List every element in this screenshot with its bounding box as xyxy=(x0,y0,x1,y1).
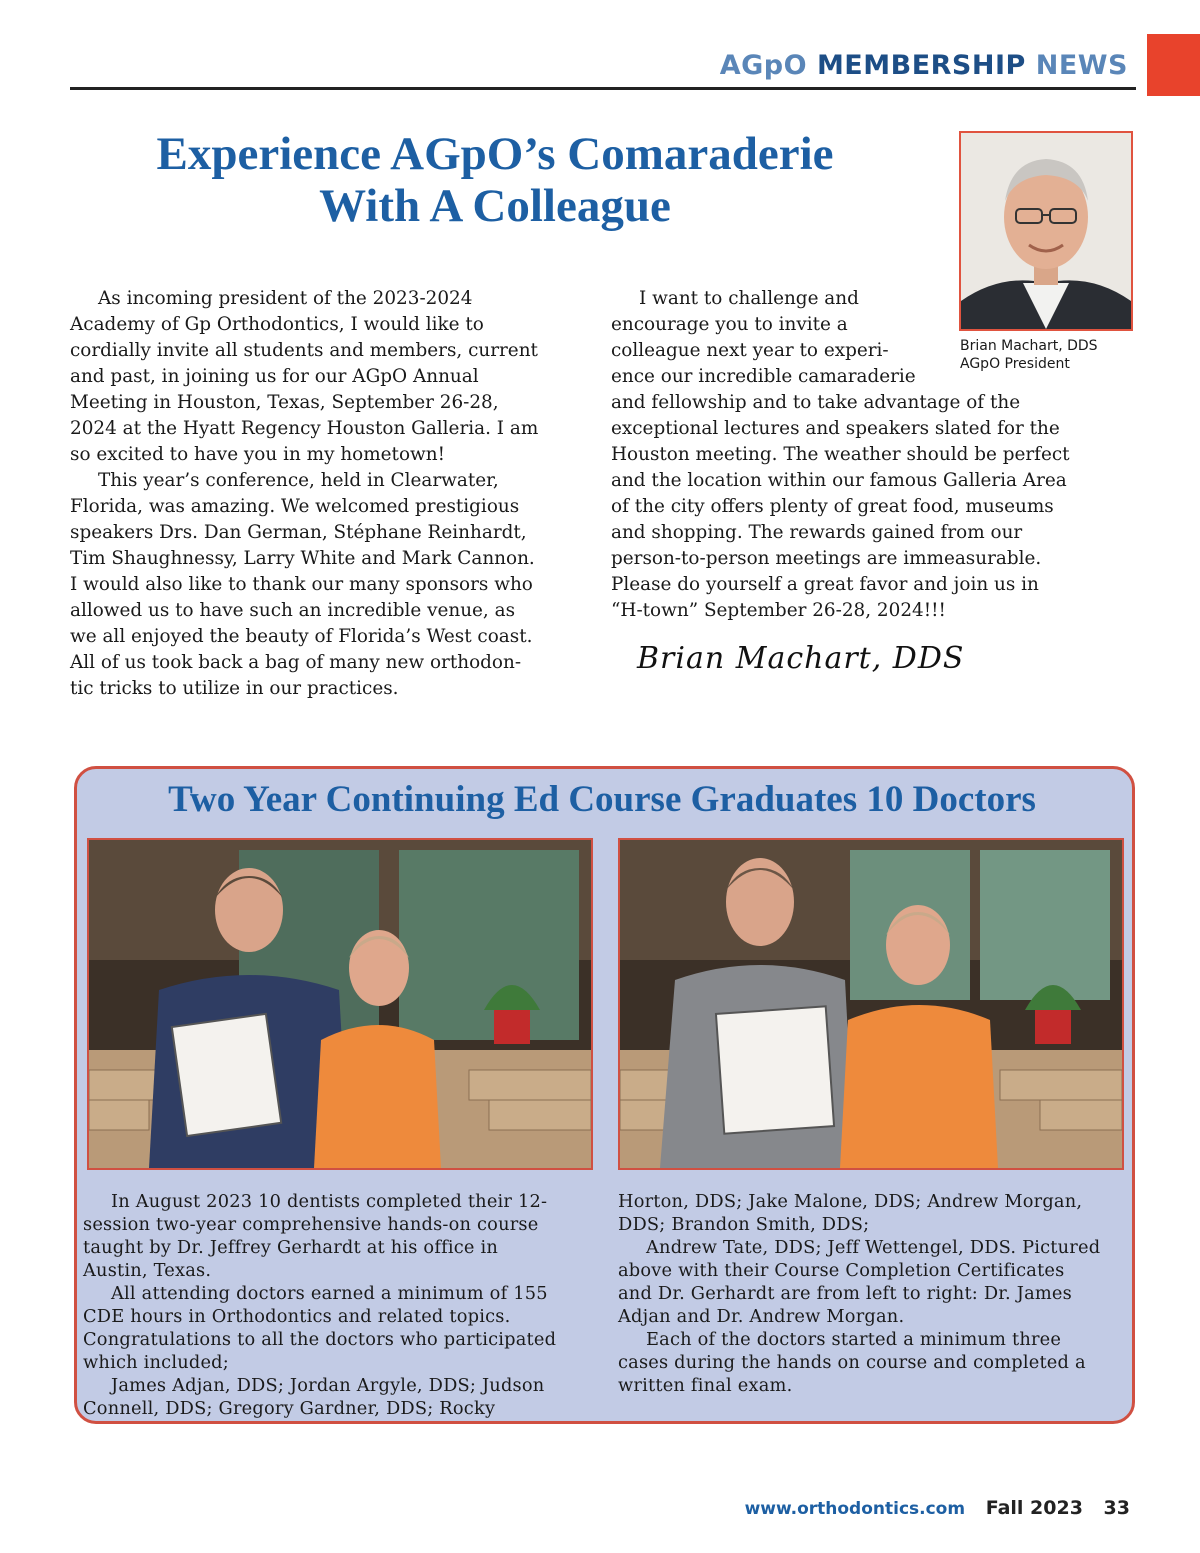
header-rule xyxy=(70,87,1136,90)
article-title-line-1: Experience AGpO’s Comaraderie xyxy=(156,128,834,180)
course-text-line: Andrew Tate, DDS; Jeff Wettengel, DDS. Pictured xyxy=(646,1237,1101,1258)
page-edge-tab xyxy=(1147,34,1200,96)
article-text-line: speakers Drs. Dan German, Stéphane Reinhardt, xyxy=(70,522,527,543)
course-text-line: In August 2023 10 dentists completed their 12- xyxy=(111,1191,548,1212)
section-label-membership: MEMBERSHIP xyxy=(816,50,1026,81)
graduates-photo-right xyxy=(618,838,1124,1170)
course-text-line: above with their Course Completion Certificates xyxy=(618,1260,1065,1281)
course-text-line: session two-year comprehensive hands-on course xyxy=(83,1214,539,1235)
article-text-line: I want to challenge and xyxy=(639,288,859,309)
article-text-line: and fellowship and to take advantage of the xyxy=(611,392,1021,413)
course-text-line: James Adjan, DDS; Jordan Argyle, DDS; Judson xyxy=(111,1375,545,1396)
article-text-line: tic tricks to utilize in our practices. xyxy=(70,678,399,699)
course-text-line: Each of the doctors started a minimum three xyxy=(646,1329,1062,1350)
course-title: Two Year Continuing Ed Course Graduates 10 Doctors xyxy=(168,779,1036,820)
page-footer xyxy=(745,1497,1130,1519)
article-text-line: and the location within our famous Galleria Area xyxy=(611,470,1067,491)
article-text-line: Tim Shaughnessy, Larry White and Mark Cannon. xyxy=(70,548,535,569)
article-title-line-2: With A Colleague xyxy=(319,180,671,232)
article-text-line: As incoming president of the 2023-2024 xyxy=(98,288,473,309)
course-text-line: All attending doctors earned a minimum of 155 xyxy=(111,1283,548,1304)
article-text-line: This year’s conference, held in Clearwater, xyxy=(98,470,499,491)
article-text-line: ence our incredible camaraderie xyxy=(611,366,916,387)
course-text-line: taught by Dr. Jeffrey Gerhardt at his office in xyxy=(83,1237,499,1258)
article-text-line: Academy of Gp Orthodontics, I would like to xyxy=(70,314,484,335)
article-text-line: person-to-person meetings are immeasurable. xyxy=(611,548,1042,569)
article-text-line: Houston meeting. The weather should be perfect xyxy=(611,444,1070,465)
course-text-line: CDE hours in Orthodontics and related topics. xyxy=(83,1306,511,1327)
article-text-line: Florida, was amazing. We welcomed prestigious xyxy=(70,496,520,517)
course-text-line: Horton, DDS; Jake Malone, DDS; Andrew Morgan, xyxy=(618,1191,1083,1212)
article-text-line: so excited to have you in my hometown! xyxy=(70,444,445,465)
article-right-column xyxy=(611,286,1070,624)
article-left-column xyxy=(70,286,538,702)
article-text-line: allowed us to have such an incredible venue, as xyxy=(70,600,516,621)
page-number: 33 xyxy=(1103,1497,1130,1519)
footer-issue: Fall 2023 xyxy=(985,1497,1083,1519)
article-text-line: of the city offers plenty of great food, museums xyxy=(611,496,1054,517)
portrait-caption-role: AGpO President xyxy=(960,356,1070,372)
portrait-caption-name: Brian Machart, DDS xyxy=(960,338,1098,354)
article-text-line: Please do yourself a great favor and join us in xyxy=(611,574,1039,595)
course-left-column xyxy=(83,1190,556,1420)
article-text-line: Meeting in Houston, Texas, September 26-28, xyxy=(70,392,499,413)
article-text-line: we all enjoyed the beauty of Florida’s West coast. xyxy=(70,626,533,647)
article-text-line: colleague next year to experi- xyxy=(611,340,889,361)
signature: Brian Machart, DDS xyxy=(637,641,965,676)
article-text-line: cordially invite all students and members, current xyxy=(70,340,538,361)
article-text-line: and shopping. The rewards gained from our xyxy=(611,522,1023,543)
article-title xyxy=(70,128,920,232)
article-text-line: All of us took back a bag of many new orthodon- xyxy=(70,652,522,673)
course-text-line: written final exam. xyxy=(618,1375,793,1396)
article-text-line: “H-town” September 26-28, 2024!!! xyxy=(611,600,946,621)
footer-url[interactable]: www.orthodontics.com xyxy=(744,1499,966,1519)
article-text-line: and past, in joining us for our AGpO Annual xyxy=(70,366,479,387)
course-text-line: Adjan and Dr. Andrew Morgan. xyxy=(618,1306,905,1327)
section-label-news: NEWS xyxy=(1035,50,1128,81)
course-right-column xyxy=(618,1190,1100,1397)
article-text-line: 2024 at the Hyatt Regency Houston Galleria. I am xyxy=(70,418,539,439)
course-text-line: cases during the hands on course and completed a xyxy=(618,1352,1086,1373)
article-text-line: encourage you to invite a xyxy=(611,314,848,335)
section-label xyxy=(720,50,1128,81)
course-text-line: which included; xyxy=(83,1352,229,1373)
section-label-agpo: AGpO xyxy=(719,50,808,81)
article-text-line: I would also like to thank our many sponsors who xyxy=(70,574,533,595)
course-text-line: and Dr. Gerhardt are from left to right: Dr. James xyxy=(618,1283,1072,1304)
article-text-line: exceptional lectures and speakers slated for the xyxy=(611,418,1060,439)
course-text-line: Congratulations to all the doctors who participated xyxy=(83,1329,557,1350)
course-text-line: DDS; Brandon Smith, DDS; xyxy=(618,1214,870,1235)
course-text-line: Connell, DDS; Gregory Gardner, DDS; Rocky xyxy=(83,1398,496,1419)
course-text-line: Austin, Texas. xyxy=(83,1260,212,1281)
graduates-photo-left xyxy=(87,838,593,1170)
